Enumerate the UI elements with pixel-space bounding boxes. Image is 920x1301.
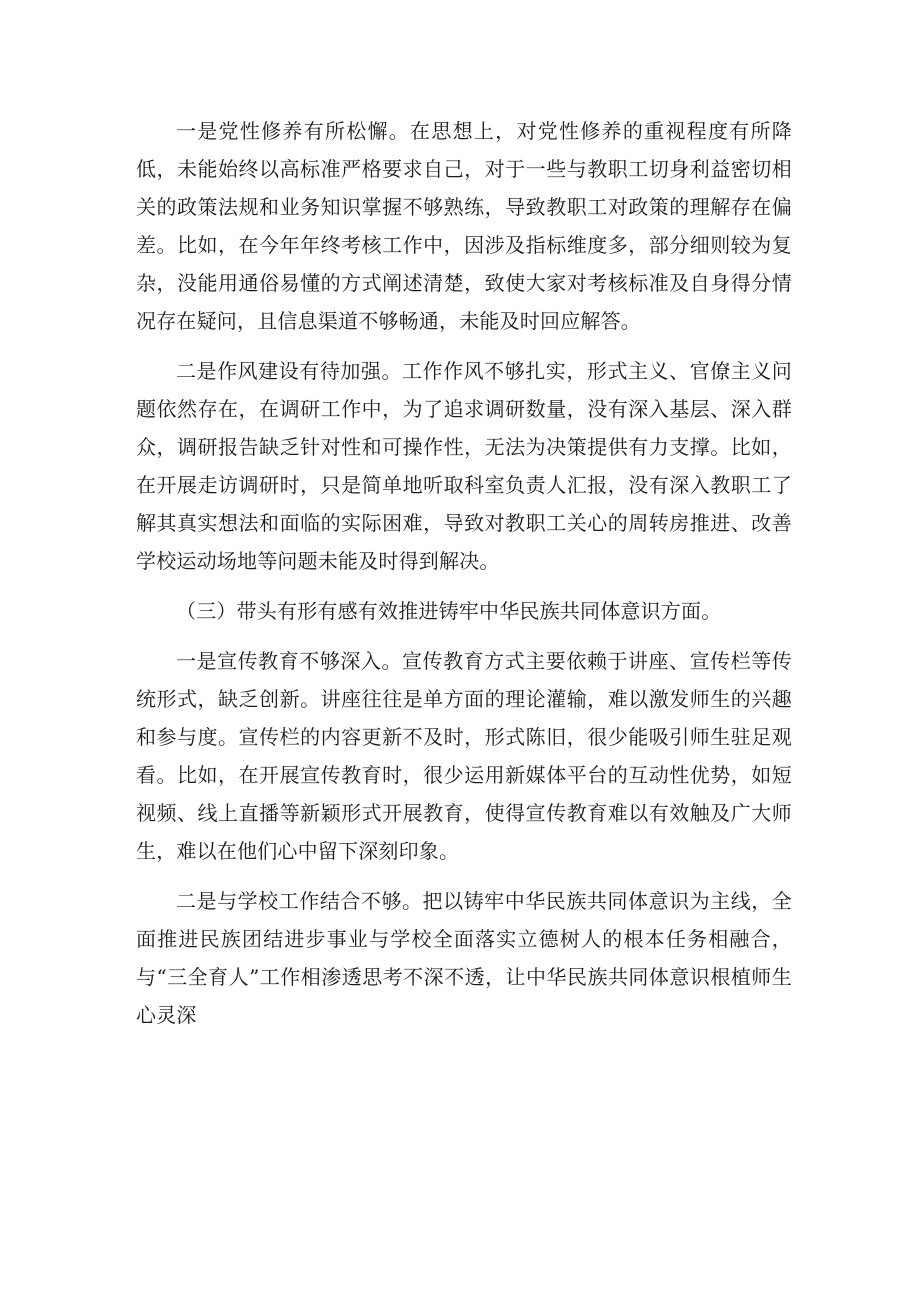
paragraph-party-spirit: 一是党性修养有所松懈。在思想上，对党性修养的重视程度有所降低，未能始终以高标准严格要求自己，对于一些与教职工切身利益密切相关的政策法规和业务知识掌握不够熟练，导致教职工对政策的理解存在偏差。比如，在今年年终考核工作中，因涉及指标维度多，部分细则较为复杂，没能用通俗易懂的方式阐述清楚，致使大家对考核标准及自身得分情况存在疑问，且信息渠道不够畅通，未能及时回应解答。	[136, 119, 792, 333]
paragraph-publicity-education: 一是宣传教育不够深入。宣传教育方式主要依赖于讲座、宣传栏等传统形式，缺乏创新。讲座往往是单方面的理论灌输，难以激发师生的兴趣和参与度。宣传栏的内容更新不及时，形式陈旧，很少能吸引师生驻足观看。比如，在开展宣传教育时，很少运用新媒体平台的互动性优势，如短视频、线上直播等新颖形式开展教育，使得宣传教育难以有效触及广大师生，难以在他们心中留下深刻印象。	[136, 649, 792, 863]
paragraph-school-integration: 二是与学校工作结合不够。把以铸牢中华民族共同体意识为主线，全面推进民族团结进步事业与学校全面落实立德树人的根本任务相融合，与“三全育人”工作相渗透思考不深不透，让中华民族共同体意识根植师生心灵深	[136, 889, 792, 1027]
section-heading-three: （三）带头有形有感有效推进铸牢中华民族共同体意识方面。	[176, 599, 722, 623]
paragraph-work-style: 二是作风建设有待加强。工作作风不够扎实，形式主义、官僚主义问题依然存在，在调研工作中，为了追求调研数量，没有深入基层、深入群众，调研报告缺乏针对性和可操作性，无法为决策提供有力支撑。比如，在开展走访调研时，只是简单地听取科室负责人汇报，没有深入教职工了解其真实想法和面临的实际困难，导致对教职工关心的周转房推进、改善学校运动场地等问题未能及时得到解决。	[136, 359, 792, 573]
document-body	[136, 112, 792, 1046]
